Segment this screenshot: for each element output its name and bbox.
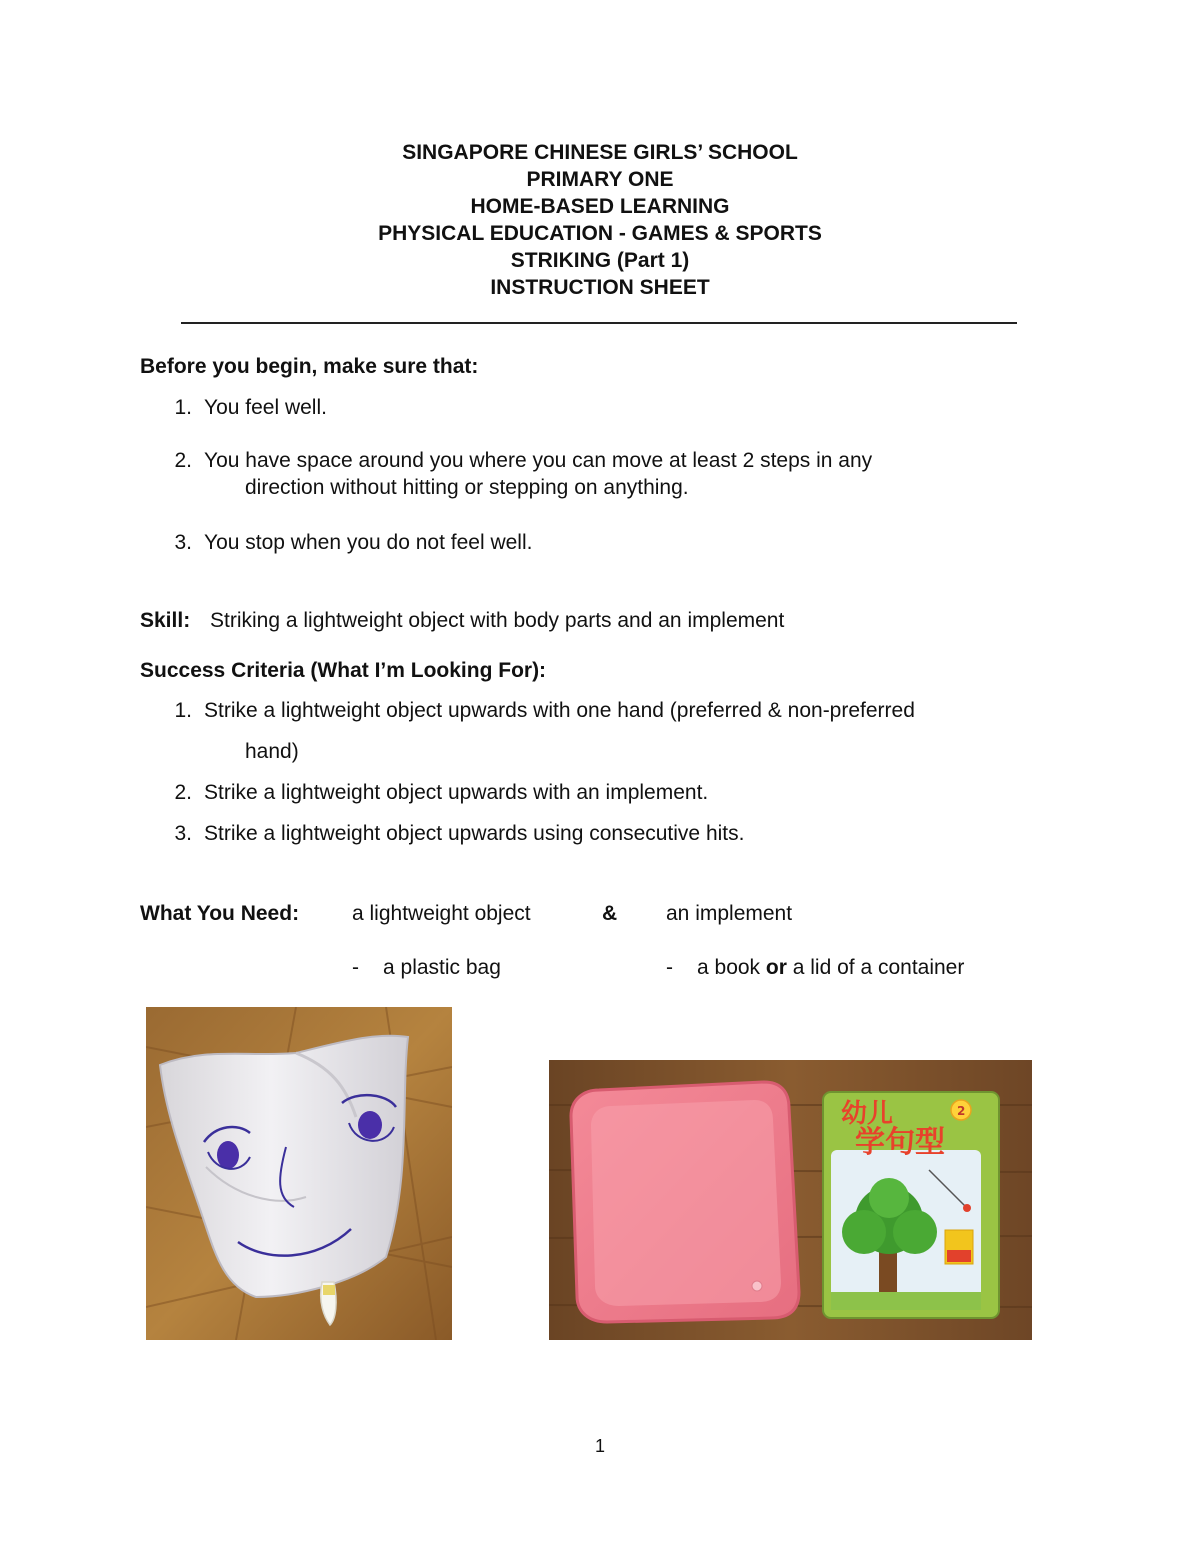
- header-divider: [181, 322, 1017, 324]
- list-item: [100, 394, 327, 421]
- list-item: [100, 697, 915, 724]
- implement-example-a: a book: [697, 956, 761, 979]
- list-text: You feel well.: [204, 396, 327, 419]
- list-text: Strike a lightweight object upwards using consecutive hits.: [204, 822, 745, 845]
- list-number: 3.: [174, 822, 192, 845]
- object-example-text: a plastic bag: [383, 956, 501, 979]
- need-implement: an implement: [666, 902, 793, 925]
- before-heading: Before you begin, make sure that:: [140, 355, 479, 378]
- list-text: You have space around you where you can move at least 2 steps in any: [204, 449, 873, 472]
- list-item: [100, 779, 708, 806]
- list-text-continued: direction without hitting or stepping on anything.: [245, 476, 689, 499]
- list-text: You stop when you do not feel well.: [204, 531, 533, 554]
- list-number: 1.: [174, 396, 192, 419]
- lid-and-book-photo: [549, 1060, 1032, 1340]
- page-number: 1: [594, 1436, 605, 1456]
- level-title: PRIMARY ONE: [526, 168, 674, 191]
- lid-and-book-illustration: [549, 1060, 1032, 1340]
- list-text: Strike a lightweight object upwards with an implement.: [204, 781, 709, 804]
- or-word: or: [765, 956, 787, 979]
- need-object: a lightweight object: [352, 902, 531, 925]
- topic-title: STRIKING (Part 1): [510, 249, 690, 272]
- need-ampersand: &: [602, 902, 618, 925]
- list-number: 2.: [174, 449, 192, 472]
- list-number: 3.: [174, 531, 192, 554]
- plastic-bag-photo: [146, 1007, 452, 1340]
- need-label: What You Need:: [140, 902, 300, 925]
- skill-text: Striking a lightweight object with body parts and an implement: [210, 609, 785, 632]
- list-item: [100, 529, 532, 556]
- list-text: Strike a lightweight object upwards with one hand (preferred & non-preferred: [204, 699, 915, 722]
- object-example: [352, 954, 501, 981]
- document-header: [0, 139, 1200, 301]
- subject-title: PHYSICAL EDUCATION - GAMES & SPORTS: [378, 222, 822, 245]
- book-volume-badge: 2: [957, 1104, 966, 1118]
- list-item: [100, 447, 872, 474]
- dash: -: [666, 956, 673, 979]
- list-number: 1.: [174, 699, 192, 722]
- program-title: HOME-BASED LEARNING: [470, 195, 730, 218]
- school-name: SINGAPORE CHINESE GIRLS’ SCHOOL: [402, 141, 798, 164]
- criteria-heading: Success Criteria (What I’m Looking For):: [140, 659, 547, 682]
- implement-example-b: a lid of a container: [792, 956, 965, 979]
- implement-example: [666, 954, 964, 981]
- book-cover: [823, 1092, 999, 1318]
- list-item: [100, 820, 744, 847]
- book-title-top: 幼儿: [841, 1099, 894, 1129]
- list-number: 2.: [174, 781, 192, 804]
- book-title-main: 学句型: [855, 1125, 945, 1160]
- sheet-title: INSTRUCTION SHEET: [490, 276, 710, 299]
- list-text-continued: hand): [245, 740, 299, 763]
- dash: -: [352, 956, 359, 979]
- skill-label: Skill:: [140, 609, 191, 632]
- plastic-bag-illustration: [146, 1007, 452, 1340]
